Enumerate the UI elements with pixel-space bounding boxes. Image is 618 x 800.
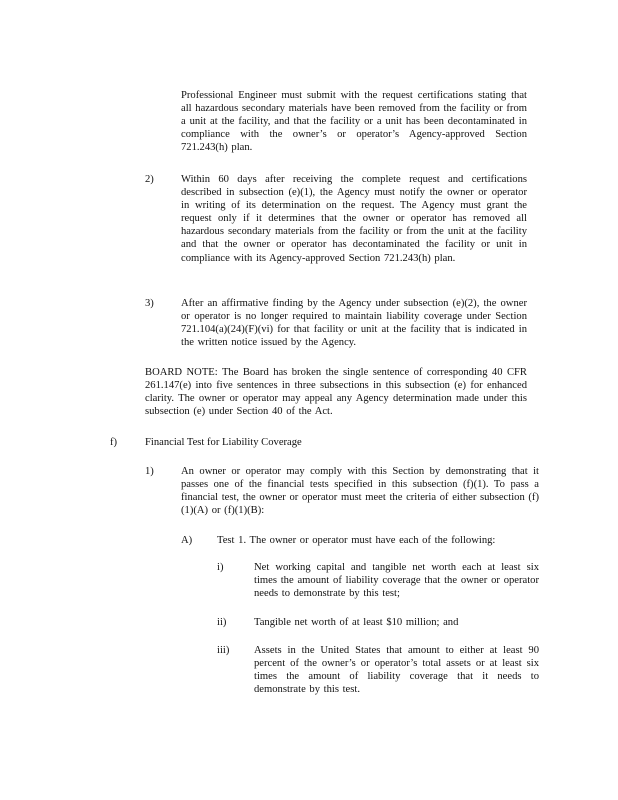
f-item-A-letter: A)	[181, 535, 193, 546]
item-2-number: 2)	[145, 174, 154, 185]
item-3-text: After an affirmative finding by the Agency under subsection (e)(2), the owner or operator is no longer required to maintain liability coverage under Section 721.104(a)(24)(F)(vi) for that facility or unit at the facility that is indicated in the written notice issued by the Agency.	[181, 298, 527, 349]
f-item-1-text: An owner or operator may comply with this Section by demonstrating that it passes one of the financial tests specified in this subsection (f)(1). To pass a financial test, the owner or operator must meet the criteria of either subsection (f)(1)(A) or (f)(1)(B):	[181, 466, 539, 517]
sub-ii-text: Tangible net worth of at least $10 million; and	[254, 617, 459, 628]
intro-paragraph: Professional Engineer must submit with the request certifications stating that all hazardous secondary materials have been removed from the facility or from a unit at the facility, and that the facility or a unit has been decontaminated in compliance with the owner’s or operator’s Agency-approved Section 721.243(h) plan.	[181, 90, 527, 154]
section-f-letter: f)	[110, 437, 118, 448]
f-item-A-text: Test 1. The owner or operator must have each of the following:	[217, 535, 496, 546]
sub-i-text: Net working capital and tangible net worth each at least six times the amount of liability coverage that the owner or operator needs to demonstrate by this test;	[254, 562, 539, 600]
sub-iii-numeral: iii)	[217, 645, 230, 656]
item-2-text: Within 60 days after receiving the complete request and certifications described in subsection (e)(1), the Agency must notify the owner or operator in writing of its determination on the request. The Agency must grant the request only if it determines that the owner or operator has removed all hazardous secondary materials from the facility or from the unit at the facility and that the owner or operator has decontaminated the facility or unit in compliance with its Agency-approved Section 721.243(h) plan.	[181, 174, 527, 264]
sub-iii-text: Assets in the United States that amount to either at least 90 percent of the owner’s or operator’s total assets or at least six times the amount of liability coverage that it needs to demonstrate by this test.	[254, 645, 539, 696]
item-3-number: 3)	[145, 298, 154, 309]
f-item-1-number: 1)	[145, 466, 154, 477]
section-f-heading: Financial Test for Liability Coverage	[145, 437, 302, 448]
sub-ii-numeral: ii)	[217, 617, 227, 628]
board-note: BOARD NOTE: The Board has broken the single sentence of corresponding 40 CFR 261.147(e) into five sentences in three subsections in this subsection (e) for enhanced clarity. The owner or operator may appeal any Agency determination made under this subsection (e) under Section 40 of the Act.	[145, 367, 527, 418]
sub-i-numeral: i)	[217, 562, 224, 573]
